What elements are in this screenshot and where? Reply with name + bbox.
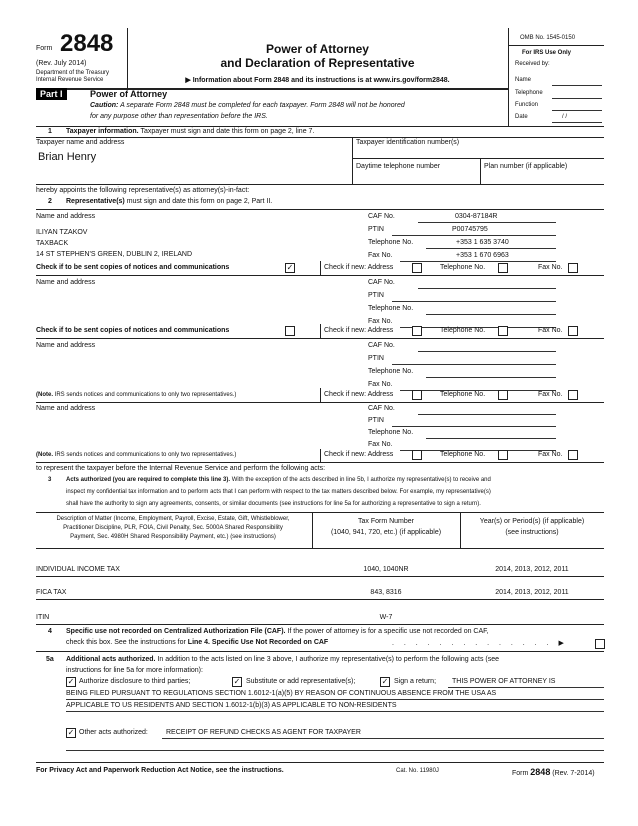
rep3-check-new-tel: Telephone No. <box>440 391 486 398</box>
line3-text3: shall have the authority to sign any agreements, consents, or similar documents (see instructions for line 5a for authorizing a representative to sign a return). <box>66 501 481 507</box>
caution-text2: for any purpose other than representation before the IRS. <box>90 113 268 120</box>
rep3-tel-label: Telephone No. <box>368 368 414 375</box>
part1-badge: Part I <box>36 88 67 100</box>
rep1-name-address-label: Name and address <box>36 213 96 220</box>
rep4-tel-label: Telephone No. <box>368 429 414 436</box>
irs-date-separators: / / <box>562 114 568 120</box>
info-line: ▶ Information about Form 2848 and its instructions is at www.irs.gov/form2848. <box>185 77 450 84</box>
form-number-header-2: (1040, 941, 720, etc.) (if applicable) <box>330 529 442 536</box>
line2-num: 2 <box>48 198 52 205</box>
substitute-label: Substitute or add representative(s); <box>246 678 356 685</box>
table-row-form[interactable]: 843, 8316 <box>370 589 402 596</box>
other-acts-label: Other acts authorized: <box>79 729 148 736</box>
line3-label: Acts authorized (you are required to complete this line 3). <box>66 477 231 483</box>
sign-return-checkbox[interactable]: ✓ <box>381 677 389 686</box>
irs-date-label: Date <box>515 114 528 120</box>
part1-title: Power of Attorney <box>90 89 168 99</box>
daytime-phone-label: Daytime telephone number <box>356 163 441 170</box>
rep4-new-address-checkbox[interactable] <box>412 450 422 460</box>
rep4-new-fax-checkbox[interactable] <box>568 450 578 460</box>
rep1-ptin-label: PTIN <box>368 226 384 233</box>
rep2-caf-label: CAF No. <box>368 279 395 286</box>
rep2-new-fax-checkbox[interactable] <box>568 326 578 336</box>
rep1-check-new-fax: Fax No. <box>538 264 563 271</box>
matter-header-3: Payment, Sec. 4980H Shared Responsibility Payment, etc.) (see instructions) <box>70 534 276 540</box>
caution-label: Caution: <box>90 102 119 109</box>
rep2-tel-label: Telephone No. <box>368 305 414 312</box>
substitute-checkbox[interactable]: ✓ <box>233 677 241 686</box>
received-by: Received by: <box>515 61 550 67</box>
line4-dots: . . . . . . . . . . . . . . ▶ <box>392 640 568 647</box>
line4-text1: If the power of attorney is for a specific use not recorded on CAF, <box>287 628 489 635</box>
title-line1: Power of Attorney <box>266 42 369 56</box>
table-row-form[interactable]: 1040, 1040NR <box>363 566 409 573</box>
rep2-ptin-label: PTIN <box>368 292 384 299</box>
rep3-ptin-label: PTIN <box>368 355 384 362</box>
title-line2: and Declaration of Representative <box>220 56 415 70</box>
rep1-new-address-checkbox[interactable] <box>412 263 422 273</box>
rep3-new-fax-checkbox[interactable] <box>568 390 578 400</box>
rep4-name-address-label: Name and address <box>36 405 96 412</box>
line2-text: must sign and date this form on page 2, Part II. <box>126 198 273 205</box>
footer-form-label: Form <box>512 770 529 777</box>
other-acts-text[interactable]: RECEIPT OF REFUND CHECKS AS AGENT FOR TAXPAYER <box>166 729 361 736</box>
line4-text2b: Line 4. Specific Use Not Recorded on CAF <box>187 639 329 646</box>
rep4-fax-label: Fax No. <box>368 441 393 448</box>
plan-number-label: Plan number (if applicable) <box>484 163 568 170</box>
line1-num: 1 <box>48 128 52 135</box>
rep3-check-new-fax: Fax No. <box>538 391 563 398</box>
rep1-fax-label: Fax No. <box>368 252 393 259</box>
footer-revision: (Rev. 7-2014) <box>552 770 595 777</box>
rep2-send-copies-checkbox[interactable] <box>285 326 295 336</box>
rep2-fax-label: Fax No. <box>368 318 393 325</box>
rep2-check-new-address: Check if new: Address <box>324 327 394 334</box>
line1-text: Taxpayer must sign and date this form on page 2, line 7. <box>140 128 315 135</box>
rep4-check-new-fax: Fax No. <box>538 451 563 458</box>
disclosure-label: Authorize disclosure to third parties; <box>79 678 191 685</box>
disclosure-checkbox[interactable]: ✓ <box>67 677 75 686</box>
rep4-note-text: IRS sends notices and communications to only two representatives.) <box>54 452 237 458</box>
matter-header-2: Practitioner Discipline, PLR, FOIA, Civil Penalty, Sec. 5000A Shared Responsibility <box>63 525 283 531</box>
line4-label: Specific use not recorded on Centralized Authorization File (CAF). <box>66 628 286 635</box>
line4-text2a: check this box. See the instructions for <box>66 639 186 646</box>
appoints-text: hereby appoints the following representative(s) as attorney(s)-in-fact: <box>36 187 250 194</box>
rep4-check-new-address: Check if new: Address <box>324 451 394 458</box>
rep1-caf[interactable]: 0304-87184R <box>455 213 498 220</box>
rep2-new-address-checkbox[interactable] <box>412 326 422 336</box>
rep3-check-new-address: Check if new: Address <box>324 391 394 398</box>
privacy-notice: For Privacy Act and Paperwork Reduction Act Notice, see the instructions. <box>36 767 284 774</box>
rep3-note-text: IRS sends notices and communications to only two representatives.) <box>54 392 237 398</box>
represent-text: to represent the taxpayer before the Internal Revenue Service and perform the following acts: <box>36 465 326 472</box>
omb-number: OMB No. 1545-0150 <box>520 35 576 41</box>
rep4-new-tel-checkbox[interactable] <box>498 450 508 460</box>
rep2-check-new-tel: Telephone No. <box>440 327 486 334</box>
line4-num: 4 <box>48 628 52 635</box>
rep1-company[interactable]: TAXBACK <box>36 240 69 247</box>
years-header-2: (see instructions) <box>505 529 559 536</box>
rep1-check-new-tel: Telephone No. <box>440 264 486 271</box>
line2-label: Representative(s) <box>66 198 125 205</box>
table-row-form[interactable]: W-7 <box>379 614 393 621</box>
rep1-ptin[interactable]: P00745795 <box>452 226 488 233</box>
rep1-check-new-address: Check if new: Address <box>324 264 394 271</box>
cat-number: Cat. No. 11980J <box>396 768 439 774</box>
rep2-name-address-label: Name and address <box>36 279 96 286</box>
line5a-continuation-2[interactable]: APPLICABLE TO US RESIDENTS AND SECTION 1.6012-1(b)(3) AS APPLICABLE TO NON-RESIDENTS <box>66 702 397 709</box>
rep1-name[interactable]: ILIYAN TZAKOV <box>36 229 88 236</box>
form-number: 2848 <box>60 30 114 57</box>
line5a-text1: In addition to the acts listed on line 3 above, I authorize my representative(s) to perform the following acts (see <box>157 656 500 663</box>
rep4-check-new-tel: Telephone No. <box>440 451 486 458</box>
line1-label: Taxpayer information. <box>66 128 139 135</box>
rep1-caf-label: CAF No. <box>368 213 395 220</box>
rep2-new-tel-checkbox[interactable] <box>498 326 508 336</box>
form-label: Form <box>36 45 53 52</box>
rep3-new-tel-checkbox[interactable] <box>498 390 508 400</box>
caution-text: A separate Form 2848 must be completed for each taxpayer. Form 2848 will not be honored <box>120 102 405 109</box>
rep1-tel-label: Telephone No. <box>368 239 414 246</box>
rep1-fax[interactable]: +353 1 670 6963 <box>456 252 509 259</box>
table-row-matter[interactable]: FICA TAX <box>36 589 67 596</box>
line4-checkbox[interactable] <box>595 639 605 649</box>
table-row-years[interactable]: 2014, 2013, 2012, 2011 <box>495 589 569 596</box>
rep4-note-label: (Note. <box>36 452 53 458</box>
years-header-1: Year(s) or Period(s) (if applicable) <box>479 518 585 525</box>
other-acts-checkbox[interactable]: ✓ <box>67 728 75 737</box>
line5a-text2: instructions for line 5a for more information): <box>66 667 203 674</box>
table-row-years[interactable]: 2014, 2013, 2012, 2011 <box>495 566 569 573</box>
line3-text2: inspect my confidential tax information and to perform acts that I can perform with respect to the tax matters described below. For example, my representative(s) <box>66 489 491 495</box>
irs-use-only: For IRS Use Only <box>522 50 572 56</box>
rep1-new-tel-checkbox[interactable] <box>498 263 508 273</box>
rep1-address[interactable]: 14 ST STEPHEN'S GREEN, DUBLIN 2, IRELAND <box>36 251 193 258</box>
rep4-caf-label: CAF No. <box>368 405 395 412</box>
line5a-num: 5a <box>46 656 54 663</box>
rep1-send-copies-checkbox[interactable]: ✓ <box>286 263 294 272</box>
footer-form-number: 2848 <box>530 767 551 777</box>
dept-line1: Department of the Treasury <box>36 70 110 76</box>
rep1-send-copies-label: Check if to be sent copies of notices and communications <box>36 264 230 271</box>
irs-telephone-label: Telephone <box>515 90 543 96</box>
rep3-fax-label: Fax No. <box>368 381 393 388</box>
sign-return-text[interactable]: THIS POWER OF ATTORNEY IS <box>452 678 556 685</box>
matter-header-1: Description of Matter (Income, Employment, Payroll, Excise, Estate, Gift, Whistleblower, <box>56 516 290 522</box>
irs-function-label: Function <box>515 102 539 108</box>
tin-label: Taxpayer identification number(s) <box>356 139 460 146</box>
table-row-matter[interactable]: INDIVIDUAL INCOME TAX <box>36 566 120 573</box>
rep2-check-new-fax: Fax No. <box>538 327 563 334</box>
rep1-new-fax-checkbox[interactable] <box>568 263 578 273</box>
rep3-caf-label: CAF No. <box>368 342 395 349</box>
rep3-note-label: (Note. <box>36 392 53 398</box>
rep3-new-address-checkbox[interactable] <box>412 390 422 400</box>
taxpayer-name[interactable]: Brian Henry <box>38 151 97 163</box>
rep3-name-address-label: Name and address <box>36 342 96 349</box>
rep4-ptin-label: PTIN <box>368 417 384 424</box>
taxpayer-name-label: Taxpayer name and address <box>36 139 125 146</box>
dept-line2: Internal Revenue Service <box>36 77 104 83</box>
rep2-send-copies-label: Check if to be sent copies of notices and communications <box>36 327 230 334</box>
table-row-matter[interactable]: ITIN <box>36 614 50 621</box>
form-number-header-1: Tax Form Number <box>357 518 414 525</box>
rep1-tel[interactable]: +353 1 635 3740 <box>456 239 509 246</box>
irs-name-label: Name <box>515 77 532 83</box>
line5a-continuation-1[interactable]: BEING FILED PURSUANT TO REGULATIONS SECTION 1.6012-1(a)(5) BY REASON OF CONTINUOUS ABSENCE FROM THE USA AS <box>66 690 497 697</box>
revision: (Rev. July 2014) <box>36 60 87 67</box>
line3-num: 3 <box>48 477 52 483</box>
line3-text1: With the exception of the acts described in line 5b, I authorize my representative(s) to receive and <box>231 477 491 483</box>
line5a-label: Additional acts authorized. <box>66 656 156 663</box>
sign-return-label: Sign a return; <box>394 678 437 685</box>
